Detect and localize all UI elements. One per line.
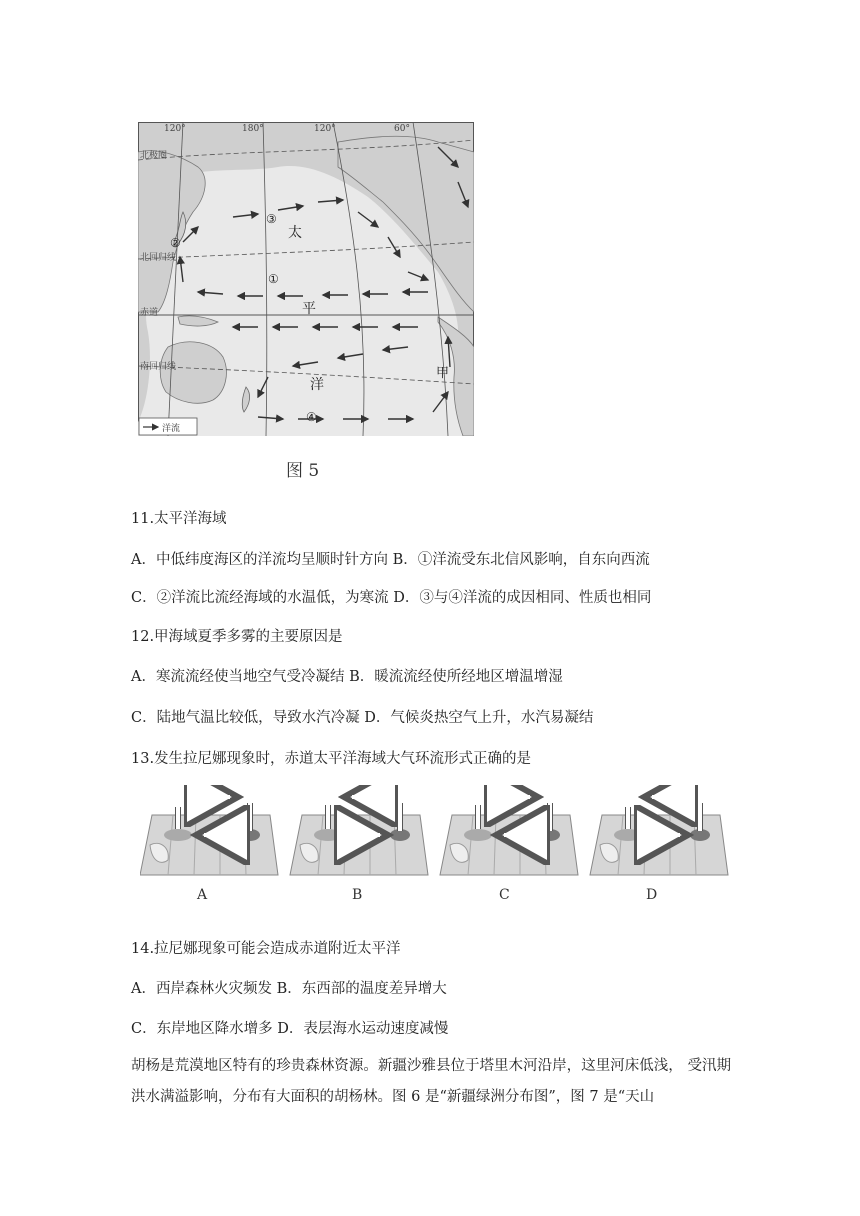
current-mark-4: ④ xyxy=(306,410,317,424)
lon-label: 60° xyxy=(394,124,410,134)
lon-label: 120° xyxy=(314,124,336,134)
lon-label: 180° xyxy=(242,124,264,134)
circulation-panels xyxy=(140,785,730,880)
legend-label: 洋流 xyxy=(162,424,181,434)
question-stem: 13.发生拉尼娜现象时，赤道太平洋海域大气环流形式正确的是 xyxy=(131,751,532,767)
figure-caption: 图 5 xyxy=(286,461,320,481)
question-stem: 12.甲海域夏季多雾的主要原因是 xyxy=(131,629,343,645)
lat-label: 南回归线 xyxy=(140,362,177,372)
passage-text: 胡杨是荒漠地区特有的珍贵森林资源。新疆沙雅县位于塔里木河沿岸，这里河床低浅， 受汛期洪水满溢影响，分布有大面积的胡杨林。图 6 是“新疆绿洲分布图”，图 7 是“天山 xyxy=(131,1058,731,1105)
ocean-char: 平 xyxy=(302,301,316,317)
current-mark-2: ② xyxy=(170,236,181,250)
lat-label: 北回归线 xyxy=(140,253,177,263)
question-option-line: A．中低纬度海区的洋流均呈顺时针方向 B．①洋流受东北信风影响，自东向西流 xyxy=(131,552,650,568)
lon-label: 120° xyxy=(164,124,186,134)
panel-label-d: D xyxy=(646,887,658,903)
question-option-line: A．寒流流经使当地空气受冷凝结 B．暖流流经使所经地区增温增湿 xyxy=(131,669,563,685)
lat-label: 赤道 xyxy=(140,308,159,318)
map-drawing xyxy=(138,122,474,436)
ocean-char: 太 xyxy=(288,225,302,241)
pacific-current-map xyxy=(138,122,474,436)
panel-label-c: C xyxy=(499,887,510,903)
question-stem: 14.拉尼娜现象可能会造成赤道附近太平洋 xyxy=(131,941,401,957)
region-jia: 甲 xyxy=(436,366,450,381)
current-mark-3: ③ xyxy=(266,212,277,226)
ocean-char: 洋 xyxy=(310,377,324,393)
current-mark-1: ① xyxy=(268,272,279,286)
question-stem: 11.太平洋海域 xyxy=(131,511,227,527)
panels-drawing xyxy=(140,785,730,880)
panel-label-a: A xyxy=(197,887,208,903)
question-option-line: C．东岸地区降水增多 D．表层海水运动速度减慢 xyxy=(131,1021,449,1037)
question-option-line: C．陆地气温比较低，导致水汽冷凝 D．气候炎热空气上升，水汽易凝结 xyxy=(131,710,594,726)
lat-label: 北极圈 xyxy=(140,151,168,161)
question-option-line: C．②洋流比流经海域的水温低，为寒流 D．③与④洋流的成因相同、性质也相同 xyxy=(131,590,652,606)
question-option-line: A．西岸森林火灾频发 B．东西部的温度差异增大 xyxy=(131,981,447,997)
panel-label-b: B xyxy=(352,887,363,903)
